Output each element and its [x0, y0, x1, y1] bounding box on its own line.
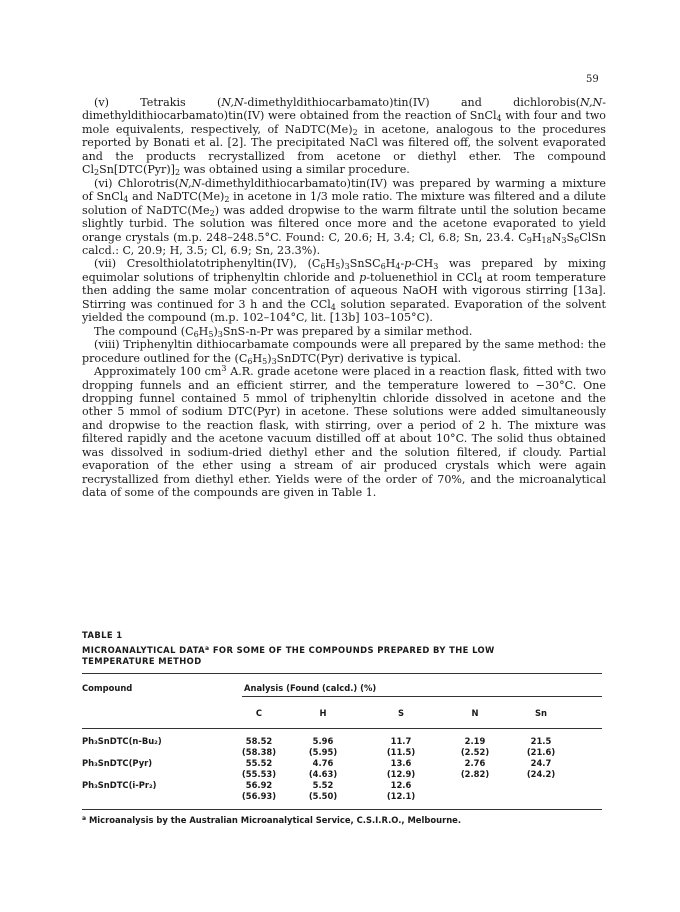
- subscript: 2: [224, 195, 230, 205]
- subscript: 2: [352, 127, 358, 137]
- table-title-footnote-mark: a: [205, 645, 210, 652]
- calcd-sn: (21.6): [526, 747, 556, 757]
- text-run: -dimethyldithiocarbamato)tin(IV) were obtained from the reaction of SnCl: [82, 96, 607, 123]
- found-c: 56.92: [245, 780, 273, 790]
- found-sn: 24.7: [530, 758, 552, 768]
- body-text: [82, 96, 606, 500]
- text-run: ): [267, 351, 272, 365]
- subscript: 3: [561, 235, 567, 245]
- calcd-c: (56.93): [241, 791, 277, 801]
- subscript: 3: [271, 356, 277, 366]
- text-run: N,N: [178, 176, 202, 190]
- subscript: 3: [217, 329, 223, 339]
- calcd-sn: (24.2): [526, 769, 556, 779]
- table-header: [82, 674, 602, 728]
- subscript: 2: [209, 208, 215, 218]
- table-row: [82, 736, 602, 746]
- compound-column-header: Compound: [82, 683, 133, 693]
- calcd-n: (2.52): [460, 747, 490, 757]
- analysis-column-header: Analysis (Found (calcd.) (%): [244, 683, 377, 693]
- subscript: 2: [94, 168, 100, 178]
- text-run: N,N: [221, 96, 244, 109]
- text-run: -dimethyldithiocarbamato)tin(IV) was prepared by warming a mixture of SnCl: [82, 176, 606, 204]
- subscript: 4: [496, 114, 502, 124]
- text-run: S: [566, 230, 575, 244]
- analysis-header-rule: [242, 696, 602, 697]
- text-run: SnDTC(Pyr) derivative is typical.: [276, 351, 462, 365]
- calcd-n: (2.82): [460, 769, 490, 779]
- calcd-s: (11.5): [386, 747, 416, 757]
- superscript: 3: [221, 364, 227, 374]
- found-s: 12.6: [390, 780, 412, 790]
- table-row-calcd: [82, 769, 602, 779]
- text-run: -CH: [411, 257, 434, 271]
- text-run: at room temperature then adding the same molar concentration of aqueous NaOH with vigorous stirring [13a]. Stirring was continued for 3 h and the CCl: [82, 270, 606, 311]
- text-run: was obtained using a similar procedure.: [180, 163, 410, 177]
- column-header-c: C: [255, 708, 263, 718]
- text-run: N: [551, 230, 562, 244]
- table-title: [82, 645, 552, 667]
- text-run: and NaDTC(Me): [128, 190, 225, 204]
- table-row-calcd: [82, 791, 602, 801]
- compound-name: Ph₃SnDTC(Pyr): [82, 758, 153, 768]
- text-run: A.R. grade acetone were placed in a reaction flask, fitted with two dropping funnels and an efficient stirrer, and the temperature lowered to −30°C. One dropping funnel contained 5 mmol of triphenyltin chloride dissolved in acetone and the other 5 mmol of sodium DTC(Pyr) in acetone. These solutions were added simultaneously and dropwise to the reaction flask, with stirring, over a period of 2 h. The mixture was filtered rapidly and the acetone vacuum distilled off at about 10°C. The solid thus obtained was dissolved in sodium-dried diethyl ether and the solution filtered, if cloudy. Partial evaporation of the ether using a stream of air produced crystals which were again recrystallized from diethyl ether. Yields were of the order of 70%, and the microanalytical data of some of the compounds are given in Table 1.: [82, 365, 606, 500]
- found-h: 5.96: [312, 736, 334, 746]
- text-run: H: [198, 324, 209, 338]
- table-1: [82, 630, 602, 825]
- text-run: ): [213, 324, 218, 338]
- table-bottom-rule: [82, 809, 602, 810]
- subscript: 3: [344, 262, 350, 272]
- text-run: Approximately 100 cm: [94, 365, 222, 379]
- paragraph: [82, 177, 606, 258]
- text-run: The compound (C: [94, 324, 194, 338]
- found-n: 2.76: [464, 758, 486, 768]
- text-run: N,N: [580, 96, 603, 109]
- column-header-n: N: [471, 708, 479, 718]
- text-run: (v) Tetrakis (: [94, 96, 222, 109]
- text-run: -toluenethiol in CCl: [366, 270, 478, 284]
- subscript: 5: [208, 329, 214, 339]
- text-run: H: [531, 230, 542, 244]
- text-run: SnSC: [349, 257, 381, 271]
- calcd-s: (12.9): [386, 769, 416, 779]
- text-run: was prepared by mixing equimolar solutions of triphenyltin chloride and: [82, 257, 606, 284]
- column-header-sn: Sn: [535, 708, 547, 718]
- text-run: -: [400, 257, 405, 271]
- subscript: 6: [247, 356, 253, 366]
- found-h: 5.52: [312, 780, 334, 790]
- subscript: 18: [541, 235, 552, 245]
- found-s: 13.6: [390, 758, 412, 768]
- table-body: [82, 729, 602, 809]
- table-row-calcd: [82, 747, 602, 757]
- footnote-mark: a: [82, 815, 87, 822]
- table-title-rest: FOR SOME OF THE COMPOUNDS PREPARED BY THE LOW TEMPERATURE METHOD: [82, 645, 495, 666]
- text-run: H: [252, 351, 263, 365]
- text-run: p: [359, 270, 367, 284]
- subscript: 6: [320, 262, 326, 272]
- calcd-h: (5.50): [308, 791, 338, 801]
- table-label: TABLE 1: [82, 630, 123, 640]
- text-run: ) was added dropwise to the warm filtrate until the solution became slightly turbid. The solution was filtered once more and the acetone evaporated to yield orange crystals (m.p. 248–248.5°C. Found: C, 20.6; H, 3.4; Cl, 6.8; Sn, 23.4. C: [82, 203, 606, 244]
- calcd-c: (58.38): [241, 747, 277, 757]
- found-sn: 21.5: [530, 736, 552, 746]
- text-run: H: [325, 257, 336, 271]
- text-run: H: [385, 257, 396, 271]
- paragraph: [82, 257, 606, 324]
- subscript: 5: [335, 262, 341, 272]
- found-c: 58.52: [245, 736, 273, 746]
- page-number: 59: [586, 74, 599, 85]
- text-run: ClSn calcd.: C, 20.9; H, 3.5; Cl, 6.9; Sn, 23.3%).: [82, 230, 606, 257]
- calcd-h: (5.95): [308, 747, 338, 757]
- text-run: in acetone in 1/3 mole ratio. The mixture was filtered and a dilute solution of NaDTC(Me: [82, 190, 607, 217]
- column-header-h: H: [319, 708, 327, 718]
- calcd-s: (12.1): [386, 791, 416, 801]
- text-run: (vii) Cresolthiolatotriphenyltin(IV), (C: [94, 257, 321, 271]
- text-run: Sn[DTC(Pyr)]: [99, 163, 176, 177]
- text-run: ): [340, 257, 345, 271]
- column-header-s: S: [397, 708, 405, 718]
- subscript: 6: [193, 329, 199, 339]
- text-run: in acetone, analogous to the procedures reported by Bonati et al. [2]. The precipitated NaCl was filtered off, the solvent evaporated and the products recrystallized from acetone or diethyl ether. The compound Cl: [82, 122, 606, 177]
- subscript: 2: [175, 168, 181, 178]
- text-run: -dimethyldithiocarbamato)tin(IV) and dichlorobis(: [243, 96, 581, 109]
- subscript: 4: [395, 262, 401, 272]
- paragraph: [82, 365, 606, 500]
- subscript: 9: [526, 235, 532, 245]
- calcd-c: (55.53): [241, 769, 277, 779]
- paragraph: [82, 96, 606, 177]
- text-run: SnS-n-Pr was prepared by a similar method.: [222, 324, 473, 338]
- compound-name: Ph₃SnDTC(i-Pr₂): [82, 780, 157, 790]
- found-s: 11.7: [390, 736, 412, 746]
- calcd-h: (4.63): [308, 769, 338, 779]
- text-run: p: [404, 257, 412, 271]
- found-n: 2.19: [464, 736, 486, 746]
- found-c: 55.52: [245, 758, 273, 768]
- subscript: 4: [477, 275, 483, 285]
- footnote-text: Microanalysis by the Australian Microanalytical Service, C.S.I.R.O., Melbourne.: [86, 815, 462, 825]
- subscript: 4: [330, 302, 336, 312]
- subscript: 6: [380, 262, 386, 272]
- text-run: solution separated. Evaporation of the solvent yielded the compound (m.p. 102–104°C, lit. [13b] 103–105°C).: [82, 297, 606, 325]
- table-row: [82, 758, 602, 768]
- subscript: 3: [433, 262, 439, 272]
- compound-name: Ph₃SnDTC(n-Bu₂): [82, 736, 162, 746]
- subscript: 5: [262, 356, 268, 366]
- subscript: 6: [574, 235, 580, 245]
- found-h: 4.76: [312, 758, 334, 768]
- table-title-main: MICROANALYTICAL DATA: [82, 645, 206, 655]
- paragraph: [82, 325, 606, 338]
- table-row: [82, 780, 602, 790]
- text-run: (viii) Triphenyltin dithiocarbamate compounds were all prepared by the same method: the procedure outlined for the (C: [82, 338, 606, 365]
- subscript: 4: [123, 195, 129, 205]
- paragraph: [82, 338, 606, 365]
- text-run: (vi) Chlorotris(: [94, 176, 179, 190]
- text-run: with four and two mole equivalents, respectively, of NaDTC(Me): [82, 109, 606, 136]
- table-footnote: [82, 815, 602, 825]
